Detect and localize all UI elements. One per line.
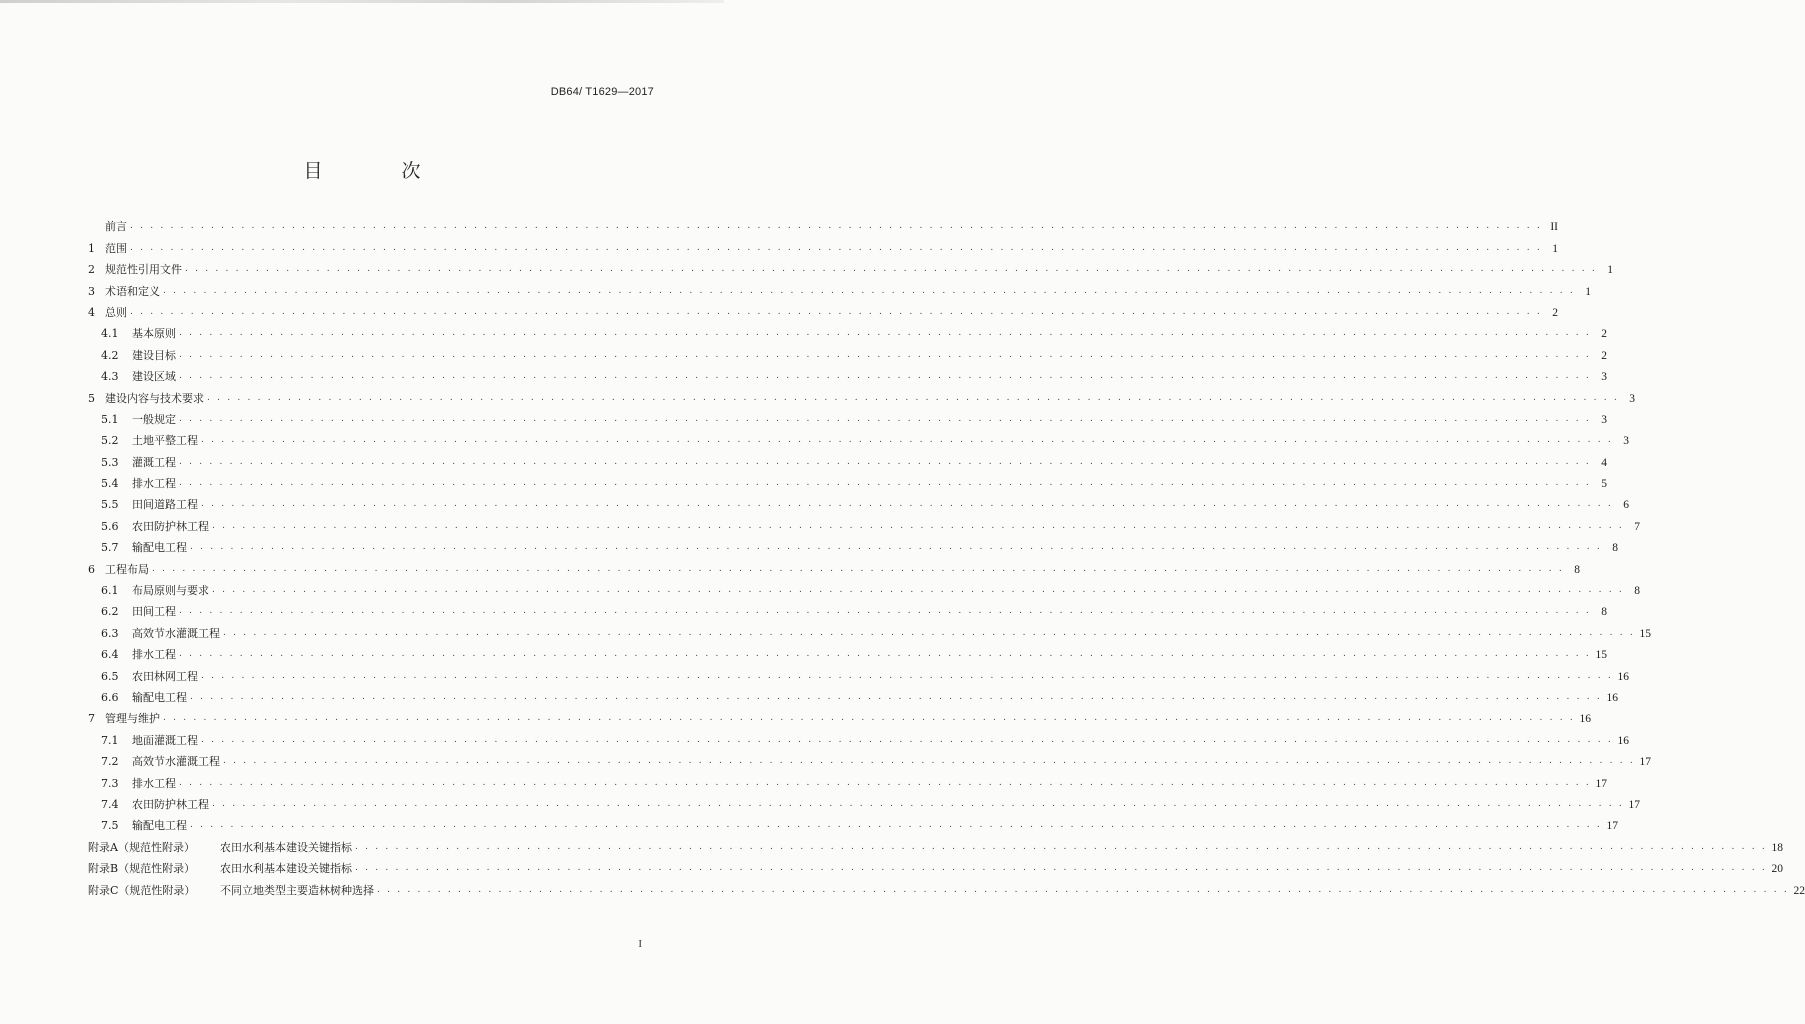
toc-entry-number: 5.2 — [101, 434, 119, 448]
toc-dot-leader: . . . . . . . . . . . . . . . . . . . . . . . . . . . . . . . . . . . . . . . . . . . . . . . . . . . . . . . . . . . . . . . . . . . . . . . . . . . . . . . . . . . . . . . . . . . . . . . . . . . . . . . . . . . . . . . . . . . . . . . . . . . . . . . . . . . . . . . . . . . . — [163, 285, 1575, 296]
toc-dot-leader: . . . . . . . . . . . . . . . . . . . . . . . . . . . . . . . . . . . . . . . . . . . . . . . . . . . . . . . . . . . . . . . . . . . . . . . . . . . . . . . . . . . . . . . . . . . . . . . . . . . . . . . . . . . . . . . . . . . . . . . . . . . . . . . . . . . . . . . . . . . . — [163, 713, 1575, 724]
toc-entry[interactable] — [88, 641, 1607, 662]
toc-entry[interactable] — [88, 448, 1607, 469]
toc-entry-number: 5.3 — [101, 455, 119, 469]
toc-entry[interactable] — [88, 491, 1629, 512]
toc-dot-leader: . . . . . . . . . . . . . . . . . . . . . . . . . . . . . . . . . . . . . . . . . . . . . . . . . . . . . . . . . . . . . . . . . . . . . . . . . . . . . . . . . . . . . . . . . . . . . . . . . . . . . . . . . . . . . . . . . . . . . . . . . . . . . . . . . . . . . . . . . . . . — [212, 585, 1624, 596]
toc-dot-leader: . . . . . . . . . . . . . . . . . . . . . . . . . . . . . . . . . . . . . . . . . . . . . . . . . . . . . . . . . . . . . . . . . . . . . . . . . . . . . . . . . . . . . . . . . . . . . . . . . . . . . . . . . . . . . . . . . . . . . . . . . . . . . . . . . . . . . . . . . . . . — [179, 349, 1591, 360]
toc-entry-number: 6 — [88, 562, 95, 576]
toc-entry[interactable] — [88, 534, 1618, 555]
toc-entry[interactable] — [88, 555, 1580, 576]
toc-entry-number: 4.2 — [101, 348, 119, 362]
toc-entry-title: 布局原则与要求 — [132, 584, 209, 598]
toc-entry-page: 17 — [1606, 820, 1618, 833]
toc-entry-title: 输配电工程 — [132, 690, 187, 704]
toc-entry-page: 3 — [1623, 435, 1629, 448]
toc-entry-number: 6.6 — [101, 690, 119, 704]
toc-entry-page: 22 — [1793, 884, 1805, 897]
toc-dot-leader: . . . . . . . . . . . . . . . . . . . . . . . . . . . . . . . . . . . . . . . . . . . . . . . . . . . . . . . . . . . . . . . . . . . . . . . . . . . . . . . . . . . . . . . . . . . . . . . . . . . . . . . . . . . . . . . . . . . . . . . . . . . . . . . . . . . . . . . . . . . . — [223, 756, 1635, 767]
toc-entry-title: 术语和定义 — [105, 284, 160, 298]
toc-entry-page: 1 — [1607, 264, 1613, 277]
toc-entry-title: 农田水利基本建设关键指标 — [220, 862, 352, 876]
toc-dot-leader: . . . . . . . . . . . . . . . . . . . . . . . . . . . . . . . . . . . . . . . . . . . . . . . . . . . . . . . . . . . . . . . . . . . . . . . . . . . . . . . . . . . . . . . . . . . . . . . . . . . . . . . . . . . . . . . . . . . . . . . . . . . . . . . . . . . . . . . . . . . . — [201, 499, 1613, 510]
toc-entry-page: 2 — [1601, 328, 1607, 341]
toc-entry-title: 田间工程 — [132, 605, 176, 619]
toc-entry-title: 管理与维护 — [105, 712, 160, 726]
toc-entry-title: 农田水利基本建设关键指标 — [220, 840, 352, 854]
toc-entry[interactable] — [88, 748, 1651, 769]
toc-entry-page: 16 — [1606, 691, 1618, 704]
table-of-contents — [88, 213, 1805, 898]
toc-entry-number: 4.1 — [101, 327, 119, 341]
toc-entry[interactable] — [88, 726, 1629, 747]
toc-entry[interactable] — [88, 406, 1607, 427]
toc-entry-page: 3 — [1601, 413, 1607, 426]
toc-entry[interactable] — [88, 684, 1618, 705]
toc-entry-title: 建设区域 — [132, 370, 176, 384]
toc-entry-number: 7.4 — [101, 797, 119, 811]
toc-entry-page: 15 — [1595, 649, 1607, 662]
toc-dot-leader: . . . . . . . . . . . . . . . . . . . . . . . . . . . . . . . . . . . . . . . . . . . . . . . . . . . . . . . . . . . . . . . . . . . . . . . . . . . . . . . . . . . . . . . . . . . . . . . . . . . . . . . . . . . . . . . . . . . . . . . . . . . . . . . . . . . . . . . . . . . . — [130, 306, 1542, 317]
toc-dot-leader: . . . . . . . . . . . . . . . . . . . . . . . . . . . . . . . . . . . . . . . . . . . . . . . . . . . . . . . . . . . . . . . . . . . . . . . . . . . . . . . . . . . . . . . . . . . . . . . . . . . . . . . . . . . . . . . . . . . . . . . . . . . . . . . . . . . . . . . . . . . . — [185, 264, 1597, 275]
toc-entry-page: 5 — [1601, 478, 1607, 491]
toc-entry[interactable] — [88, 876, 1805, 897]
toc-entry-number: 6.2 — [101, 605, 119, 619]
toc-entry-page: 6 — [1623, 499, 1629, 512]
toc-entry-page: 16 — [1579, 713, 1591, 726]
toc-entry-title: 输配电工程 — [132, 541, 187, 555]
toc-dot-leader: . . . . . . . . . . . . . . . . . . . . . . . . . . . . . . . . . . . . . . . . . . . . . . . . . . . . . . . . . . . . . . . . . . . . . . . . . . . . . . . . . . . . . . . . . . . . . . . . . . . . . . . . . . . . . . . . . . . . . . . . . . . . . . . . . . . . . . . . . . . . — [190, 820, 1602, 831]
toc-entry-page: 8 — [1612, 542, 1618, 555]
toc-dot-leader: . . . . . . . . . . . . . . . . . . . . . . . . . . . . . . . . . . . . . . . . . . . . . . . . . . . . . . . . . . . . . . . . . . . . . . . . . . . . . . . . . . . . . . . . . . . . . . . . . . . . . . . . . . . . . . . . . . . . . . . . . . . . . . . . . . . . . . . . . . . . — [179, 328, 1591, 339]
toc-entry-number: 附录C（规范性附录） — [88, 883, 196, 897]
toc-dot-leader: . . . . . . . . . . . . . . . . . . . . . . . . . . . . . . . . . . . . . . . . . . . . . . . . . . . . . . . . . . . . . . . . . . . . . . . . . . . . . . . . . . . . . . . . . . . . . . . . . . . . . . . . . . . . . . . . . . . . . . . . . . . . . . . . . . . . . . . . . . . . — [190, 542, 1602, 553]
toc-entry-title: 农田林网工程 — [132, 669, 198, 683]
toc-dot-leader: . . . . . . . . . . . . . . . . . . . . . . . . . . . . . . . . . . . . . . . . . . . . . . . . . . . . . . . . . . . . . . . . . . . . . . . . . . . . . . . . . . . . . . . . . . . . . . . . . . . . . . . . . . . . . . . . . . . . . . . . . . . . . . . . . . . . . . . . . . . . — [130, 221, 1542, 232]
toc-entry-page: 20 — [1771, 863, 1783, 876]
toc-entry-title: 范围 — [105, 241, 127, 255]
toc-entry[interactable] — [88, 791, 1640, 812]
toc-entry-title: 高效节水灌溉工程 — [132, 626, 220, 640]
toc-dot-leader: . . . . . . . . . . . . . . . . . . . . . . . . . . . . . . . . . . . . . . . . . . . . . . . . . . . . . . . . . . . . . . . . . . . . . . . . . . . . . . . . . . . . . . . . . . . . . . . . . . . . . . . . . . . . . . . . . . . . . . . . . . . . . . . . . . . . . . . . . . . . — [212, 520, 1624, 531]
toc-entry-title: 建设目标 — [132, 348, 176, 362]
toc-entry-number: 附录A（规范性附录） — [88, 840, 195, 854]
toc-entry-number: 附录B（规范性附录） — [88, 862, 196, 876]
toc-entry[interactable] — [88, 256, 1613, 277]
toc-entry-page: 16 — [1617, 734, 1629, 747]
toc-entry-title: 排水工程 — [132, 477, 176, 491]
toc-entry-page: 3 — [1629, 392, 1635, 405]
toc-entry[interactable] — [88, 512, 1640, 533]
toc-entry-page: 8 — [1634, 585, 1640, 598]
toc-entry-page: II — [1550, 221, 1558, 234]
toc-entry-number: 7.2 — [101, 755, 119, 769]
toc-entry-page: 2 — [1552, 306, 1558, 319]
toc-entry-page: 17 — [1595, 777, 1607, 790]
toc-entry-title: 排水工程 — [132, 776, 176, 790]
toc-entry-title: 灌溉工程 — [132, 455, 176, 469]
standard-number: DB64/ T1629—2017 — [550, 86, 654, 98]
toc-entry-title: 规范性引用文件 — [105, 263, 182, 277]
toc-entry-number: 5.7 — [101, 541, 119, 555]
toc-entry-number: 7.1 — [101, 733, 119, 747]
toc-entry-number: 6.4 — [101, 648, 119, 662]
toc-entry-title: 农田防护林工程 — [132, 797, 209, 811]
toc-entry-page: 2 — [1601, 349, 1607, 362]
toc-entry[interactable] — [88, 619, 1651, 640]
toc-entry[interactable] — [88, 577, 1640, 598]
toc-entry-number: 7 — [88, 712, 95, 726]
toc-dot-leader: . . . . . . . . . . . . . . . . . . . . . . . . . . . . . . . . . . . . . . . . . . . . . . . . . . . . . . . . . . . . . . . . . . . . . . . . . . . . . . . . . . . . . . . . . . . . . . . . . . . . . . . . . . . . . . . . . . . . . . . . . . . . . . . . . . . . . . . . . . . . — [152, 563, 1564, 574]
toc-entry-page: 18 — [1771, 841, 1783, 854]
toc-dot-leader: . . . . . . . . . . . . . . . . . . . . . . . . . . . . . . . . . . . . . . . . . . . . . . . . . . . . . . . . . . . . . . . . . . . . . . . . . . . . . . . . . . . . . . . . . . . . . . . . . . . . . . . . . . . . . . . . . . . . . . . . . . . . . . . . . . . . . . . . . . . . — [179, 606, 1591, 617]
toc-dot-leader: . . . . . . . . . . . . . . . . . . . . . . . . . . . . . . . . . . . . . . . . . . . . . . . . . . . . . . . . . . . . . . . . . . . . . . . . . . . . . . . . . . . . . . . . . . . . . . . . . . . . . . . . . . . . . . . . . . . . . . . . . . . . . . . . . . . . . . . . . . . . — [130, 242, 1542, 253]
toc-dot-leader: . . . . . . . . . . . . . . . . . . . . . . . . . . . . . . . . . . . . . . . . . . . . . . . . . . . . . . . . . . . . . . . . . . . . . . . . . . . . . . . . . . . . . . . . . . . . . . . . . . . . . . . . . . . . . . . . . . . . . . . . . . . . . . . . . . . . . . . . . . . . — [201, 435, 1613, 446]
toc-dot-leader: . . . . . . . . . . . . . . . . . . . . . . . . . . . . . . . . . . . . . . . . . . . . . . . . . . . . . . . . . . . . . . . . . . . . . . . . . . . . . . . . . . . . . . . . . . . . . . . . . . . . . . . . . . . . . . . . . . . . . . . . . . . . . . . . . . . . . . . . . . . . — [179, 413, 1591, 424]
toc-entry[interactable] — [88, 427, 1629, 448]
toc-entry[interactable] — [88, 234, 1558, 255]
toc-entry[interactable] — [88, 277, 1591, 298]
toc-dot-leader: . . . . . . . . . . . . . . . . . . . . . . . . . . . . . . . . . . . . . . . . . . . . . . . . . . . . . . . . . . . . . . . . . . . . . . . . . . . . . . . . . . . . . . . . . . . . . . . . . . . . . . . . . . . . . . . . . . . . . . . . . . . . . . . . . . . . . . . . . . . . — [355, 863, 1767, 874]
toc-entry-title: 排水工程 — [132, 648, 176, 662]
toc-entry[interactable] — [88, 598, 1607, 619]
toc-entry[interactable] — [88, 769, 1607, 790]
toc-entry-title: 地面灌溉工程 — [132, 733, 198, 747]
toc-entry[interactable] — [88, 341, 1607, 362]
toc-dot-leader: . . . . . . . . . . . . . . . . . . . . . . . . . . . . . . . . . . . . . . . . . . . . . . . . . . . . . . . . . . . . . . . . . . . . . . . . . . . . . . . . . . . . . . . . . . . . . . . . . . . . . . . . . . . . . . . . . . . . . . . . . . . . . . . . . . . . . . . . . . . . — [377, 884, 1789, 895]
toc-entry-title: 农田防护林工程 — [132, 519, 209, 533]
toc-entry-page: 8 — [1601, 606, 1607, 619]
toc-entry-page: 15 — [1639, 627, 1651, 640]
toc-entry-number: 5.1 — [101, 412, 119, 426]
toc-entry-number: 6.5 — [101, 669, 119, 683]
toc-entry[interactable] — [88, 320, 1607, 341]
toc-entry-number: 3 — [88, 284, 95, 298]
toc-entry-number: 2 — [88, 263, 95, 277]
toc-dot-leader: . . . . . . . . . . . . . . . . . . . . . . . . . . . . . . . . . . . . . . . . . . . . . . . . . . . . . . . . . . . . . . . . . . . . . . . . . . . . . . . . . . . . . . . . . . . . . . . . . . . . . . . . . . . . . . . . . . . . . . . . . . . . . . . . . . . . . . . . . . . . — [355, 841, 1767, 852]
toc-entry-title: 田间道路工程 — [132, 498, 198, 512]
toc-entry-number: 6.1 — [101, 584, 119, 598]
toc-entry-title: 前言 — [105, 220, 127, 234]
toc-dot-leader: . . . . . . . . . . . . . . . . . . . . . . . . . . . . . . . . . . . . . . . . . . . . . . . . . . . . . . . . . . . . . . . . . . . . . . . . . . . . . . . . . . . . . . . . . . . . . . . . . . . . . . . . . . . . . . . . . . . . . . . . . . . . . . . . . . . . . . . . . . . . — [190, 691, 1602, 702]
toc-entry-page: 3 — [1601, 371, 1607, 384]
toc-entry-number: 5.5 — [101, 498, 119, 512]
toc-entry-title: 输配电工程 — [132, 819, 187, 833]
toc-entry[interactable] — [88, 470, 1607, 491]
toc-entry[interactable] — [88, 384, 1635, 405]
toc-dot-leader: . . . . . . . . . . . . . . . . . . . . . . . . . . . . . . . . . . . . . . . . . . . . . . . . . . . . . . . . . . . . . . . . . . . . . . . . . . . . . . . . . . . . . . . . . . . . . . . . . . . . . . . . . . . . . . . . . . . . . . . . . . . . . . . . . . . . . . . . . . . . — [201, 670, 1613, 681]
toc-entry-title: 建设内容与技术要求 — [105, 391, 204, 405]
toc-entry-number: 4 — [88, 305, 95, 319]
toc-entry-title: 高效节水灌溉工程 — [132, 755, 220, 769]
toc-entry-number: 5.6 — [101, 519, 119, 533]
scan-top-edge — [0, 0, 724, 3]
toc-entry[interactable] — [88, 363, 1607, 384]
toc-entry-title: 土地平整工程 — [132, 434, 198, 448]
page-title: 目 次 — [303, 160, 451, 182]
toc-entry-page: 17 — [1639, 756, 1651, 769]
toc-entry[interactable] — [88, 833, 1783, 854]
toc-dot-leader: . . . . . . . . . . . . . . . . . . . . . . . . . . . . . . . . . . . . . . . . . . . . . . . . . . . . . . . . . . . . . . . . . . . . . . . . . . . . . . . . . . . . . . . . . . . . . . . . . . . . . . . . . . . . . . . . . . . . . . . . . . . . . . . . . . . . . . . . . . . . — [179, 456, 1591, 467]
toc-entry-title: 总则 — [105, 305, 127, 319]
toc-entry-number: 6.3 — [101, 626, 119, 640]
toc-dot-leader: . . . . . . . . . . . . . . . . . . . . . . . . . . . . . . . . . . . . . . . . . . . . . . . . . . . . . . . . . . . . . . . . . . . . . . . . . . . . . . . . . . . . . . . . . . . . . . . . . . . . . . . . . . . . . . . . . . . . . . . . . . . . . . . . . . . . . . . . . . . . — [179, 478, 1591, 489]
toc-entry-page: 16 — [1617, 670, 1629, 683]
toc-entry-number: 7.5 — [101, 819, 119, 833]
toc-entry-page: 8 — [1574, 563, 1580, 576]
toc-dot-leader: . . . . . . . . . . . . . . . . . . . . . . . . . . . . . . . . . . . . . . . . . . . . . . . . . . . . . . . . . . . . . . . . . . . . . . . . . . . . . . . . . . . . . . . . . . . . . . . . . . . . . . . . . . . . . . . . . . . . . . . . . . . . . . . . . . . . . . . . . . . . — [179, 777, 1591, 788]
toc-entry-title: 一般规定 — [132, 412, 176, 426]
toc-dot-leader: . . . . . . . . . . . . . . . . . . . . . . . . . . . . . . . . . . . . . . . . . . . . . . . . . . . . . . . . . . . . . . . . . . . . . . . . . . . . . . . . . . . . . . . . . . . . . . . . . . . . . . . . . . . . . . . . . . . . . . . . . . . . . . . . . . . . . . . . . . . . — [179, 649, 1591, 660]
toc-entry[interactable] — [88, 812, 1618, 833]
toc-entry-page: 1 — [1585, 285, 1591, 298]
toc-entry[interactable] — [88, 213, 1558, 234]
toc-entry[interactable] — [88, 705, 1591, 726]
toc-entry-title: 工程布局 — [105, 562, 149, 576]
toc-entry-title: 基本原则 — [132, 327, 176, 341]
toc-dot-leader: . . . . . . . . . . . . . . . . . . . . . . . . . . . . . . . . . . . . . . . . . . . . . . . . . . . . . . . . . . . . . . . . . . . . . . . . . . . . . . . . . . . . . . . . . . . . . . . . . . . . . . . . . . . . . . . . . . . . . . . . . . . . . . . . . . . . . . . . . . . . — [223, 627, 1635, 638]
toc-dot-leader: . . . . . . . . . . . . . . . . . . . . . . . . . . . . . . . . . . . . . . . . . . . . . . . . . . . . . . . . . . . . . . . . . . . . . . . . . . . . . . . . . . . . . . . . . . . . . . . . . . . . . . . . . . . . . . . . . . . . . . . . . . . . . . . . . . . . . . . . . . . . — [207, 392, 1619, 403]
toc-entry-number: 4.3 — [101, 370, 119, 384]
toc-entry[interactable] — [88, 662, 1629, 683]
toc-entry[interactable] — [88, 299, 1558, 320]
toc-entry-number: 5.4 — [101, 477, 119, 491]
toc-entry-page: 17 — [1628, 798, 1640, 811]
toc-dot-leader: . . . . . . . . . . . . . . . . . . . . . . . . . . . . . . . . . . . . . . . . . . . . . . . . . . . . . . . . . . . . . . . . . . . . . . . . . . . . . . . . . . . . . . . . . . . . . . . . . . . . . . . . . . . . . . . . . . . . . . . . . . . . . . . . . . . . . . . . . . . . — [201, 734, 1613, 745]
toc-entry-page: 4 — [1601, 456, 1607, 469]
toc-entry-title: 不同立地类型主要造林树种选择 — [220, 883, 374, 897]
toc-entry-number: 5 — [88, 391, 95, 405]
toc-dot-leader: . . . . . . . . . . . . . . . . . . . . . . . . . . . . . . . . . . . . . . . . . . . . . . . . . . . . . . . . . . . . . . . . . . . . . . . . . . . . . . . . . . . . . . . . . . . . . . . . . . . . . . . . . . . . . . . . . . . . . . . . . . . . . . . . . . . . . . . . . . . . — [212, 798, 1624, 809]
toc-entry-page: 1 — [1552, 242, 1558, 255]
toc-entry-page: 7 — [1634, 520, 1640, 533]
page-number: I — [638, 938, 642, 950]
toc-entry-number: 7.3 — [101, 776, 119, 790]
toc-entry-number: 1 — [88, 241, 95, 255]
toc-dot-leader: . . . . . . . . . . . . . . . . . . . . . . . . . . . . . . . . . . . . . . . . . . . . . . . . . . . . . . . . . . . . . . . . . . . . . . . . . . . . . . . . . . . . . . . . . . . . . . . . . . . . . . . . . . . . . . . . . . . . . . . . . . . . . . . . . . . . . . . . . . . . — [179, 371, 1591, 382]
toc-entry[interactable] — [88, 855, 1783, 876]
